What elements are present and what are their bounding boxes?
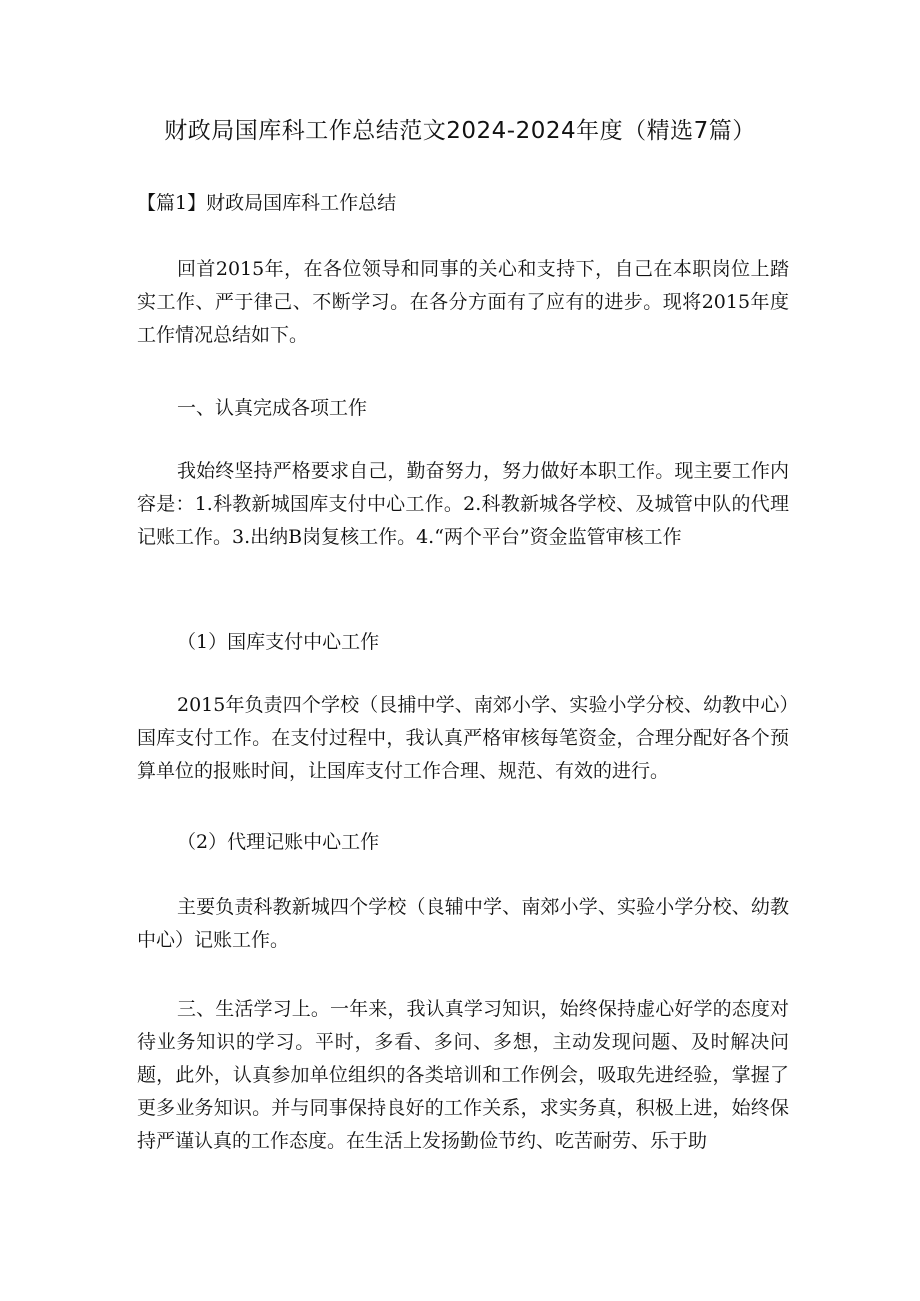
subheading-bookkeeping: （2）代理记账中心工作 — [177, 831, 380, 853]
subheading-treasury-payment: （1）国库支付中心工作 — [177, 631, 380, 653]
intro-paragraph: 回首2015年，在各位领导和同事的关心和支持下，自己在本职岗位上踏实工作、严于律己、不断学习。在各分方面有了应有的进步。现将2015年度工作情况总结如下。 — [137, 258, 789, 346]
treasury-payment-paragraph: 2015年负责四个学校（艮捕中学、南郊小学、实验小学分校、幼教中心）国库支付工作。在支付过程中，我认真严格审核每笔资金，合理分配好各个预算单位的报账时间，让国库支付工作合理、规范、有效的进行。 — [137, 694, 789, 782]
document-title: 财政局国库科工作总结范文2024-2024年度（精选7篇） — [164, 118, 756, 144]
bookkeeping-paragraph: 主要负责科教新城四个学校（良辅中学、南郊小学、实验小学分校、幼教中心）记账工作。 — [137, 896, 789, 951]
study-life-paragraph: 三、生活学习上。一年来，我认真学习知识，始终保持虚心好学的态度对待业务知识的学习。平时，多看、多问、多想，主动发现问题、及时解决问题，此外，认真参加单位组织的各类培训和工作例会，吸取先进经验，掌握了更多业务知识。并与同事保持良好的工作关系，求实务真，积极上进，始终保持严谨认真的工作态度。在生活上发扬勤俭节约、吃苦耐劳、乐于助 — [137, 998, 789, 1152]
section-heading: 【篇1】财政局国库科工作总结 — [137, 192, 397, 214]
work-paragraph: 我始终坚持严格要求自己，勤奋努力，努力做好本职工作。现主要工作内容是：1.科教新城国库支付中心工作。2.科教新城各学校、及城管中队的代理记账工作。3.出纳B岗复核工作。4.“两个平台”资金监管审核工作 — [137, 460, 789, 548]
heading-work: 一、认真完成各项工作 — [177, 397, 368, 419]
